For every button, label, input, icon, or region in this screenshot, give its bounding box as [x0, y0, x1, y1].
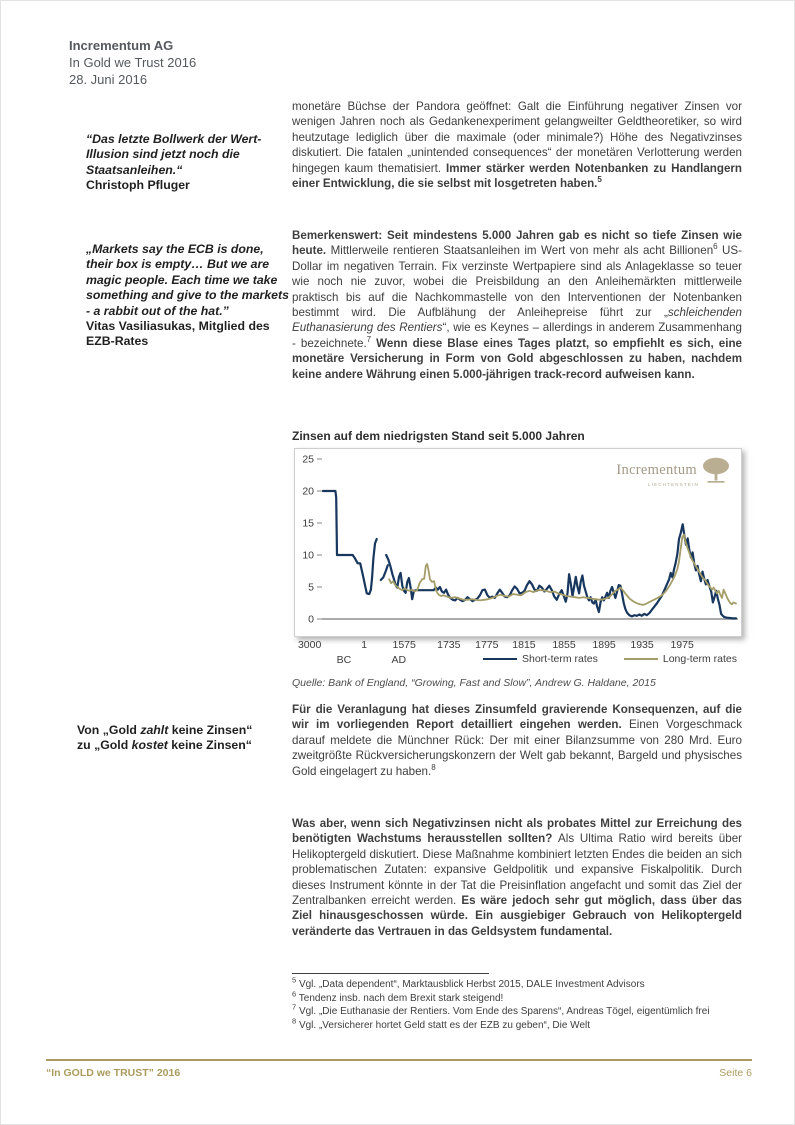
legend-item-short-term [483, 653, 598, 665]
short-term-line-swatch [483, 658, 517, 660]
svg-text:20: 20 [302, 485, 314, 498]
chart-legend [483, 653, 737, 665]
legend-label: Short-term rates [522, 653, 598, 665]
x-tick-label: 1735 [437, 639, 461, 651]
footnote-ref-8: 8 [431, 762, 436, 772]
page-footer [46, 1067, 752, 1079]
footnote-5 [292, 975, 744, 992]
quote-author: Christoph Pfluger [86, 178, 190, 193]
footnote-8 [292, 1016, 744, 1033]
footnote-6 [292, 989, 744, 1006]
footer-report-title: “In GOLD we TRUST” 2016 [46, 1067, 181, 1079]
incrementum-logo [616, 457, 731, 487]
svg-text:15: 15 [302, 517, 314, 530]
footer-rule [46, 1059, 752, 1061]
x-tick-label: 1935 [630, 639, 654, 651]
logo-subtext: LIECHTENSTEIN [647, 482, 699, 487]
footnote-separator [292, 973, 489, 974]
footnote-text: Vgl. „Versicherer hortet Geld statt es der EZB zu geben“, Die Welt [296, 1019, 591, 1031]
paragraph-1 [292, 99, 742, 191]
footnote-number: 8 [292, 1016, 297, 1026]
chart-title: Zinsen auf dem niedrigsten Stand seit 5.000 Jahren [292, 429, 585, 443]
quote-author: Vitas Vasiliasukas, Mitglied des EZB-Rates [86, 319, 270, 349]
x-tick-label: 1775 [475, 639, 499, 651]
paragraph-text: US-Dollar im negativen Terrain. Fix verzinste Wertpapiere sind als Anlageklasse so teuer wie noch nie zuvor, wobei die Preisbildung an den Anleihemärkten mittlerweile praktisch bis auf die Nachkommastelle von den Interventionen der Notenbanken bestimmt wird. Die Aufblähung der Anleihepreise führt zur „ [292, 244, 742, 320]
x-tick-label: 1575 [392, 639, 416, 651]
paragraph-text: “, wie es Keynes – allerdings in anderem Zusammenhang - bezeichnete. [292, 321, 742, 350]
footnote-ref-7: 7 [366, 334, 372, 344]
margin-note-line [77, 738, 292, 753]
paragraph-text-bold: Es wäre jedoch sehr gut möglich, dass über das Ziel hinausgeschossen würde. Ein ausgiebiger Gebrauch von Helikoptergeld veränderte das Vertrauen in das Geldsystem fundamental. [292, 894, 742, 938]
note-text: Von „Gold [77, 723, 141, 737]
footer-page-number: Seite 6 [719, 1067, 752, 1079]
x-tick-label: 1 [361, 639, 368, 651]
note-text: keine Zinsen“ [167, 738, 252, 753]
paragraph-text-bold: Für die Veranlagung hat dieses Zinsumfeld gravierende Konsequenzen, auf die wir im vorliegenden Report detailliert eingehen werden. [292, 703, 742, 732]
paragraph-text: Einen Vorgeschmack darauf meldete die Münchner Rück: Der mit einer Bilanzsumme von 280 Mrd. Euro zweitgrößte Rückversicherungskonzern der Welt gab bekannt, Bargeld und physisches Gold eingelagert zu haben. [292, 718, 742, 778]
footnote-7 [292, 1002, 744, 1019]
paragraph-2 [292, 228, 742, 382]
paragraph-text: monetäre Büchse der Pandora geöffnet: Galt die Einführung negativer Zinsen vor wenigen Jahren noch als Gedankenexperiment gelangweilter Geldtheoretiker, so wird heutzutage lediglich über die maximale (oder minimale?) Höhe des Negativzinses diskutiert. Die fatalen „unintended consequences“ der monetären Verlotterung werden hingegen kaum thematisiert. [292, 100, 742, 175]
footnote-number: 7 [292, 1002, 297, 1012]
paragraph-text: Als Ultima Ratio wird bereits über Helikoptergeld diskutiert. Diese Maßnahme kombiniert letzten Endes die beiden an sich problematischen Zutaten: expansive Geldpolitik und expansive Fiskalpolitik. Durch dieses Instrument könnte in der Tat die Preisinflation angefacht und somit das Ziel der Zentralbanken erreicht werden. [292, 832, 742, 908]
page-header [69, 37, 369, 88]
quote-text: “Das letzte Bollwerk der Wert-Illusion sind jetzt noch die Staatsanleihen.“ [86, 132, 262, 177]
x-tick-label: 1895 [592, 639, 616, 651]
paragraph-text-bold: Wenn diese Blase eines Tages platzt, so empfiehlt es sich, eine monetäre Versicherung in Form von Gold abgeschlossen zu haben, nachdem keine andere Währung einen 5.000-jährigen track-record aufweisen kann. [292, 336, 742, 381]
footnote-ref-5: 5 [597, 175, 602, 185]
header-company: Incrementum AG [69, 38, 174, 53]
footnote-ref-6: 6 [713, 242, 718, 252]
x-tick-label: 1855 [552, 639, 576, 651]
paragraph-text-bold: Bemerkenswert: Seit mindestens 5.000 Jahren gab es nicht so tiefe Zinsen wie heute. [292, 229, 742, 258]
chart-x-axis-labels [297, 639, 735, 652]
note-text-italic: kostet [131, 738, 168, 753]
footnote-text: Vgl. „Die Euthanasie der Rentiers. Vom Ende des Sparens“, Andreas Tögel, eigentümlich frei [296, 1006, 710, 1018]
era-label-ad: AD [391, 654, 407, 666]
paragraph-4 [292, 816, 742, 939]
footnote-number: 6 [292, 989, 297, 999]
footnote-number: 5 [292, 975, 297, 985]
svg-text:0: 0 [308, 613, 314, 626]
legend-item-long-term [624, 653, 737, 665]
margin-note-gold-zinsen [77, 723, 292, 754]
footnote-text: Tendenz insb. nach dem Brexit stark steigend! [296, 992, 504, 1004]
paragraph-text-bold: Immer stärker werden Notenbanken zu Handlangern einer Entwicklung, die sie selbst mit losgetreten haben. [292, 161, 743, 191]
header-date: 28. Juni 2016 [69, 72, 148, 87]
quote-text: „Markets say the ECB is done, their box is empty… But we are magic people. Each time we take something and give to the markets - a rabbit out of the hat.” [86, 242, 289, 318]
era-label-bc: BC [336, 654, 352, 666]
paragraph-3 [292, 702, 742, 779]
margin-quote-2 [86, 242, 291, 350]
note-text: keine Zinsen“ [168, 723, 253, 737]
x-tick-label: 3000 [297, 639, 322, 651]
margin-note-line [77, 723, 292, 738]
paragraph-text: Mittlerweile rentieren Staatsanleihen im Wert von mehr als acht Billionen [330, 244, 714, 258]
header-report-title: In Gold we Trust 2016 [69, 55, 197, 70]
logo-text: Incrementum [616, 462, 697, 478]
note-text: zu „Gold [77, 738, 132, 753]
long-term-line-swatch [624, 658, 658, 660]
legend-label: Long-term rates [662, 653, 737, 665]
footnote-text: Vgl. „Data dependent“, Marktausblick Herbst 2015, DALE Investment Advisors [296, 979, 645, 990]
margin-quote-1 [86, 132, 291, 194]
note-text-italic: zahlt [140, 723, 169, 737]
interest-rates-chart [294, 448, 742, 637]
footnote-list [292, 975, 744, 1032]
tree-icon [701, 457, 731, 484]
svg-text:25: 25 [302, 453, 314, 466]
x-tick-label: 1815 [512, 639, 536, 651]
x-tick-label: 1975 [670, 639, 694, 651]
svg-text:5: 5 [308, 581, 314, 594]
paragraph-text-italic: schleichenden Euthanasierung des Rentiers [292, 306, 742, 335]
chart-source: Quelle: Bank of England, “Growing, Fast and Slow”, Andrew G. Haldane, 2015 [292, 677, 656, 689]
svg-text:10: 10 [302, 549, 314, 562]
paragraph-text-bold: Was aber, wenn sich Negativzinsen nicht als probates Mittel zur Erreichung des benötigten Wachstums herausstellen sollten? [292, 817, 742, 846]
